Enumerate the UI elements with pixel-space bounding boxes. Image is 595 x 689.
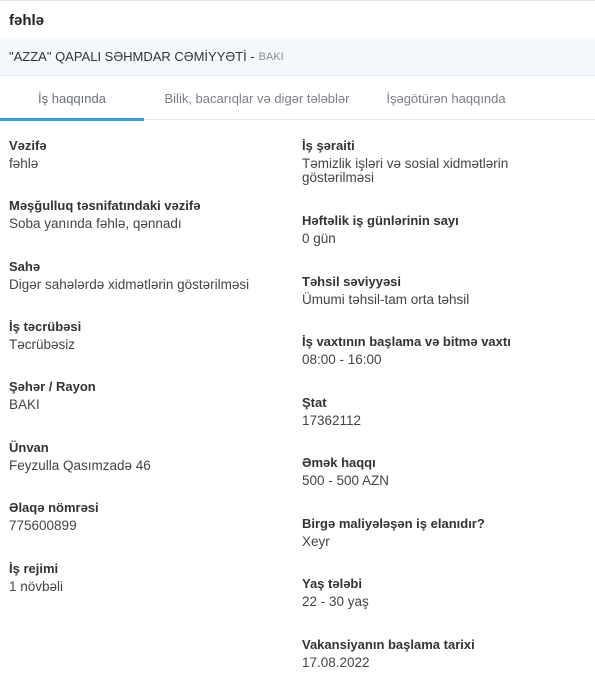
tab-label: Bilik, bacarıqlar və digər tələblər — [164, 91, 350, 106]
field-work-conditions — [302, 138, 572, 185]
field-label: Yaş tələbi — [302, 576, 362, 591]
field-vacancy-start-date — [302, 637, 572, 670]
field-label: İş rejimi — [9, 561, 59, 576]
field-age-requirement — [302, 576, 572, 609]
field-value: 22 - 30 yaş — [302, 594, 369, 609]
field-salary — [302, 455, 572, 488]
field-value: 1 növbəli — [9, 579, 64, 594]
field-label: Birgə maliyələşən iş elanıdır? — [302, 516, 485, 531]
field-value: Digər sahələrdə xidmətlərin göstərilməsi — [9, 277, 250, 292]
company-bar — [0, 38, 595, 76]
field-weekly-workdays — [302, 213, 572, 246]
field-label: Vakansiyanın başlama tarixi — [302, 637, 475, 652]
field-label: Şəhər / Rayon — [9, 379, 96, 394]
field-value: Feyzulla Qasımzadə 46 — [9, 458, 151, 473]
field-city — [9, 379, 279, 412]
tab-employer-info[interactable] — [370, 77, 522, 120]
field-address — [9, 440, 279, 473]
company-city: BAKI — [258, 50, 284, 63]
field-value: BAKI — [9, 397, 40, 412]
tab-label: İş haqqında — [38, 91, 106, 106]
tab-skills-requirements[interactable] — [144, 77, 370, 120]
field-experience — [9, 319, 279, 352]
field-label: Əlaqə nömrəsi — [9, 500, 99, 515]
field-sector — [9, 259, 279, 292]
field-label: Əmək haqqı — [302, 455, 376, 470]
field-label: Həftəlik iş günlərinin sayı — [302, 213, 459, 228]
field-education-level — [302, 274, 572, 307]
page-title: fəhlə — [9, 12, 45, 29]
field-work-hours — [302, 334, 572, 367]
field-value: Soba yanında fəhlə, qənnadı — [9, 216, 182, 231]
tab-job-info[interactable] — [0, 77, 144, 120]
field-label: Ştat — [302, 395, 327, 410]
field-label: İş vaxtının başlama və bitmə vaxtı — [302, 334, 511, 349]
field-value: 0 gün — [302, 231, 336, 246]
field-label: Vəzifə — [9, 138, 47, 153]
field-value: fəhlə — [9, 156, 39, 171]
field-classification-position — [9, 198, 279, 231]
field-value: Ümumi təhsil-tam orta təhsil — [302, 292, 470, 307]
field-value: 08:00 - 16:00 — [302, 352, 382, 367]
field-contact-number — [9, 500, 279, 533]
field-position — [9, 138, 279, 171]
field-staff-number — [302, 395, 572, 428]
field-cofinanced — [302, 516, 572, 549]
tab-label: İşəgötürən haqqında — [386, 91, 506, 106]
company-name[interactable]: "AZZA" QAPALI SƏHMDAR CƏMİYYƏTİ - — [9, 49, 255, 64]
field-label: Ünvan — [9, 440, 49, 455]
field-value: 500 - 500 AZN — [302, 473, 390, 488]
tab-bar — [0, 77, 595, 120]
field-value: Təmizlik işləri və sosial xidmətlərin göstərilməsi — [302, 156, 509, 185]
field-label: İş şəraiti — [302, 138, 355, 153]
field-value: 17362112 — [302, 413, 362, 428]
top-divider — [0, 0, 595, 1]
field-label: Təhsil səviyyəsi — [302, 274, 402, 289]
field-value[interactable]: 775600899 — [9, 518, 77, 533]
field-label: İş təcrübəsi — [9, 319, 82, 334]
field-value: 17.08.2022 — [302, 655, 370, 670]
field-value: Xeyr — [302, 534, 330, 549]
field-label: Məşğulluq təsnifatındaki vəzifə — [9, 198, 201, 213]
field-work-mode — [9, 561, 279, 594]
field-label: Sahə — [9, 259, 41, 274]
field-value: Təcrübəsiz — [9, 337, 76, 352]
